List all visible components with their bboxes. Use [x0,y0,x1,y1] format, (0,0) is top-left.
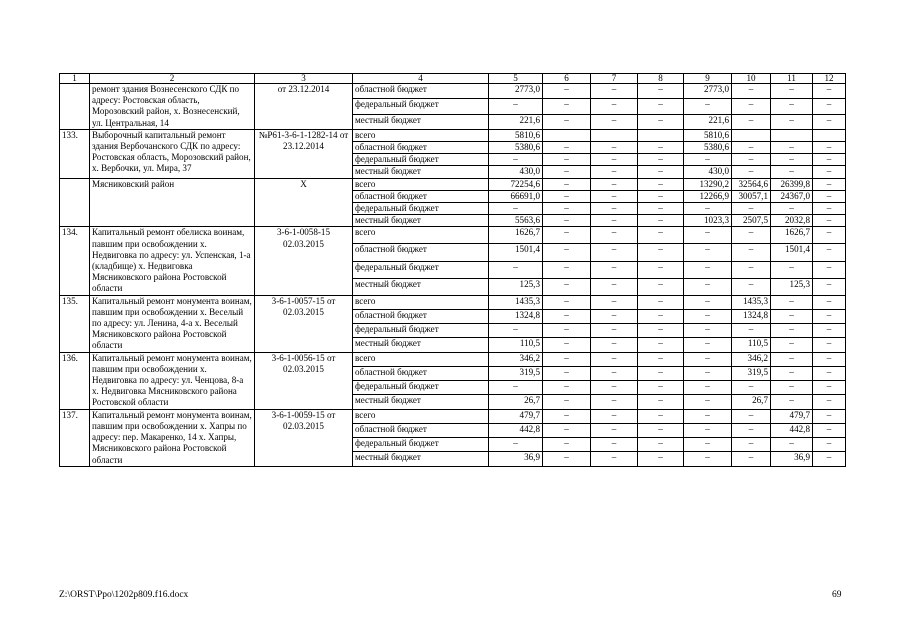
amount-cell: – [638,395,684,409]
amount-cell: – [684,99,732,114]
amount-cell: – [684,227,732,244]
amount-cell: – [489,99,543,114]
budget-source: местный бюджет [353,338,489,352]
amount-cell: – [591,215,638,227]
amount-cell: – [591,452,638,466]
amount-cell: – [684,278,732,295]
row-number [60,84,90,130]
column-number-header: 9 [684,74,732,84]
amount-cell: 1501,4 [489,244,543,261]
amount-cell: – [638,154,684,166]
amount-cell: – [771,154,813,166]
amount-cell: – [638,114,684,129]
amount-cell: – [813,114,846,129]
amount-cell: 479,7 [771,409,813,423]
amount-cell: 2773,0 [489,84,543,99]
table-header-row [60,74,846,84]
amount-cell: – [543,409,591,423]
budget-table [59,73,846,467]
amount-cell: – [771,203,813,215]
amount-cell: – [732,244,771,261]
amount-cell: – [771,352,813,366]
amount-cell: – [771,309,813,323]
amount-cell: – [591,244,638,261]
amount-cell: – [684,203,732,215]
amount-cell: 5380,6 [684,142,732,154]
amount-cell: – [591,409,638,423]
amount-cell: – [543,227,591,244]
amount-cell: – [638,438,684,452]
document-reference: Х [255,178,353,227]
amount-cell: – [638,295,684,309]
amount-cell: – [543,309,591,323]
amount-cell: – [771,99,813,114]
table-row [60,178,846,190]
amount-cell: – [813,84,846,99]
budget-source: федеральный бюджет [353,261,489,278]
budget-source: местный бюджет [353,395,489,409]
amount-cell: – [684,338,732,352]
amount-cell: – [813,324,846,338]
amount-cell: – [813,452,846,466]
budget-source: местный бюджет [353,215,489,227]
amount-cell: – [638,190,684,202]
amount-cell: – [813,395,846,409]
amount-cell: – [732,278,771,295]
amount-cell: – [543,166,591,178]
amount-cell [543,129,591,141]
amount-cell: – [543,261,591,278]
amount-cell: – [732,203,771,215]
object-name: Выборочный капитальный ремонт здания Вербочанского СДК по адресу: Ростовская область, Морозовский район, х. Вербочки, ул. Мира, 37 [90,129,255,178]
table-row [60,84,846,99]
amount-cell: – [732,99,771,114]
amount-cell: – [591,203,638,215]
amount-cell: – [543,278,591,295]
amount-cell: – [684,381,732,395]
amount-cell: – [591,278,638,295]
amount-cell: – [684,154,732,166]
row-number: 137. [60,409,90,466]
amount-cell: – [813,203,846,215]
budget-source: всего [353,178,489,190]
amount-cell: – [591,178,638,190]
amount-cell: – [684,295,732,309]
amount-cell: – [591,114,638,129]
amount-cell: – [771,295,813,309]
amount-cell: – [543,452,591,466]
amount-cell: – [684,409,732,423]
amount-cell: 5810,6 [489,129,543,141]
amount-cell: – [638,278,684,295]
amount-cell: – [813,409,846,423]
budget-source: всего [353,295,489,309]
amount-cell: – [489,203,543,215]
amount-cell: – [771,84,813,99]
budget-source: всего [353,352,489,366]
amount-cell: 1023,3 [684,215,732,227]
amount-cell: – [684,423,732,437]
footer-file-path: Z:\ORST\Ppo\1202p809.f16.docx [59,590,189,600]
amount-cell: – [591,84,638,99]
amount-cell: 1501,4 [771,244,813,261]
table-row [60,227,846,244]
amount-cell: – [591,227,638,244]
amount-cell: – [638,215,684,227]
amount-cell: 32564,6 [732,178,771,190]
row-number [60,178,90,227]
amount-cell: – [813,154,846,166]
amount-cell: – [543,438,591,452]
object-name: ремонт здания Вознесенского СДК по адресу: Ростовская область, Морозовский район, х. Вознесенский, ул. Центральная, 14 [90,84,255,130]
amount-cell: – [813,295,846,309]
document-reference: от 23.12.2014 [255,84,353,130]
page-number: 69 [832,590,842,600]
amount-cell: – [684,324,732,338]
amount-cell: – [591,166,638,178]
table-row [60,295,846,309]
amount-cell: – [771,395,813,409]
amount-cell: – [543,114,591,129]
budget-source: областной бюджет [353,244,489,261]
amount-cell: 1324,8 [732,309,771,323]
amount-cell: – [591,352,638,366]
column-number-header: 1 [60,74,90,84]
budget-source: местный бюджет [353,114,489,129]
amount-cell: – [638,352,684,366]
amount-cell: 36,9 [771,452,813,466]
amount-cell: 26,7 [489,395,543,409]
amount-cell: 110,5 [732,338,771,352]
amount-cell: – [638,178,684,190]
amount-cell: 5380,6 [489,142,543,154]
amount-cell: – [813,309,846,323]
budget-source: областной бюджет [353,366,489,380]
amount-cell: – [591,99,638,114]
object-name: Капитальный ремонт монумента воинам, павшим при освобождении х. Веселый по адресу: ул. Ленина, 4-а х. Веселый Мясниковского района Ростовской области [90,295,255,352]
amount-cell: 5810,6 [684,129,732,141]
amount-cell: – [684,438,732,452]
amount-cell: – [732,438,771,452]
budget-source: всего [353,409,489,423]
amount-cell: – [771,324,813,338]
amount-cell: – [771,114,813,129]
amount-cell: – [543,84,591,99]
amount-cell: 72254,6 [489,178,543,190]
amount-cell: – [543,190,591,202]
column-number-header: 7 [591,74,638,84]
document-reference: 3-6-1-0059-15 от 02.03.2015 [255,409,353,466]
amount-cell: – [684,366,732,380]
amount-cell: – [591,324,638,338]
budget-source: областной бюджет [353,84,489,99]
amount-cell: – [591,309,638,323]
amount-cell: – [543,423,591,437]
amount-cell: – [543,244,591,261]
amount-cell: – [771,366,813,380]
amount-cell: 319,5 [489,366,543,380]
amount-cell: 1435,3 [489,295,543,309]
budget-source: областной бюджет [353,423,489,437]
amount-cell: – [813,142,846,154]
amount-cell: – [813,261,846,278]
amount-cell: 319,5 [732,366,771,380]
amount-cell: – [591,395,638,409]
amount-cell: – [771,142,813,154]
amount-cell: 1626,7 [771,227,813,244]
amount-cell: 479,7 [489,409,543,423]
amount-cell: 125,3 [771,278,813,295]
row-number: 134. [60,227,90,295]
amount-cell: – [489,438,543,452]
amount-cell: 110,5 [489,338,543,352]
budget-source: местный бюджет [353,452,489,466]
amount-cell: – [638,452,684,466]
amount-cell: – [591,366,638,380]
amount-cell: – [591,423,638,437]
amount-cell: 36,9 [489,452,543,466]
amount-cell: – [638,84,684,99]
amount-cell: 24367,0 [771,190,813,202]
column-number-header: 6 [543,74,591,84]
object-name: Капитальный ремонт обелиска воинам, павшим при освобождении х. Недвиговка по адресу: ул. Успенская, 1-а (кладбище) х. Недвиговка Мясниковского района Ростовской области [90,227,255,295]
amount-cell: – [638,142,684,154]
object-name: Капитальный ремонт монумента воинам, павшим при освобождении х. Недвиговка по адресу: ул. Ченцова, 8-а х. Недвиговка Мясниковского района Ростовской области [90,352,255,409]
amount-cell: – [684,309,732,323]
amount-cell: – [732,409,771,423]
amount-cell: – [732,166,771,178]
amount-cell: – [638,409,684,423]
column-number-header: 10 [732,74,771,84]
amount-cell: – [732,423,771,437]
amount-cell: – [543,395,591,409]
amount-cell [732,129,771,141]
amount-cell: – [543,154,591,166]
amount-cell: – [813,338,846,352]
amount-cell: – [638,227,684,244]
amount-cell: – [732,114,771,129]
budget-source: областной бюджет [353,190,489,202]
amount-cell [813,129,846,141]
column-number-header: 8 [638,74,684,84]
amount-cell: – [543,142,591,154]
amount-cell: 1324,8 [489,309,543,323]
column-number-header: 2 [90,74,255,84]
budget-source: федеральный бюджет [353,154,489,166]
amount-cell: – [813,178,846,190]
amount-cell: – [813,244,846,261]
budget-source: федеральный бюджет [353,203,489,215]
amount-cell: – [543,338,591,352]
document-reference: 3-6-1-0057-15 от 02.03.2015 [255,295,353,352]
amount-cell: – [489,154,543,166]
column-number-header: 4 [353,74,489,84]
amount-cell: – [813,215,846,227]
amount-cell: – [489,261,543,278]
amount-cell: – [638,203,684,215]
object-name: Мясниковский район [90,178,255,227]
amount-cell: 442,8 [771,423,813,437]
object-name: Капитальный ремонт монумента воинам, павшим при освобождении х. Хапры по адресу: пер. Макаренко, 14 х. Хапры, Мясниковского района Ростовской области [90,409,255,466]
amount-cell: – [732,142,771,154]
amount-cell: – [732,324,771,338]
amount-cell: – [771,338,813,352]
column-number-header: 5 [489,74,543,84]
amount-cell: – [813,99,846,114]
amount-cell: 1435,3 [732,295,771,309]
amount-cell: – [771,381,813,395]
amount-cell: 12266,9 [684,190,732,202]
amount-cell: – [813,366,846,380]
table-row [60,409,846,423]
amount-cell: – [684,395,732,409]
amount-cell: – [591,154,638,166]
amount-cell: – [684,452,732,466]
amount-cell: – [591,381,638,395]
amount-cell: – [638,166,684,178]
amount-cell: – [732,452,771,466]
amount-cell: – [543,324,591,338]
amount-cell: – [638,338,684,352]
amount-cell: – [684,352,732,366]
amount-cell: – [732,227,771,244]
budget-source: областной бюджет [353,142,489,154]
amount-cell: – [543,178,591,190]
amount-cell: – [771,261,813,278]
amount-cell: – [591,295,638,309]
amount-cell: 221,6 [684,114,732,129]
amount-cell: – [638,366,684,380]
column-number-header: 3 [255,74,353,84]
amount-cell: – [638,309,684,323]
amount-cell: – [591,190,638,202]
amount-cell: – [543,203,591,215]
amount-cell: – [732,84,771,99]
amount-cell: – [638,423,684,437]
amount-cell: – [543,99,591,114]
amount-cell: 2032,8 [771,215,813,227]
amount-cell: 2507,5 [732,215,771,227]
amount-cell: 346,2 [489,352,543,366]
amount-cell: – [591,338,638,352]
amount-cell: 221,6 [489,114,543,129]
amount-cell [771,129,813,141]
budget-source: местный бюджет [353,278,489,295]
amount-cell: – [591,438,638,452]
amount-cell: – [638,324,684,338]
amount-cell: – [813,227,846,244]
budget-source: областной бюджет [353,309,489,323]
amount-cell: – [813,166,846,178]
amount-cell: – [813,438,846,452]
table-row [60,129,846,141]
budget-source: всего [353,129,489,141]
amount-cell: 1626,7 [489,227,543,244]
amount-cell: – [771,166,813,178]
amount-cell: – [732,381,771,395]
budget-source: местный бюджет [353,166,489,178]
amount-cell: 26,7 [732,395,771,409]
column-number-header: 12 [813,74,846,84]
amount-cell: – [732,154,771,166]
amount-cell: 66691,0 [489,190,543,202]
amount-cell: – [732,261,771,278]
budget-source: федеральный бюджет [353,438,489,452]
amount-cell: – [638,381,684,395]
amount-cell: 430,0 [489,166,543,178]
amount-cell: 125,3 [489,278,543,295]
amount-cell: – [543,381,591,395]
amount-cell: – [543,215,591,227]
budget-source: федеральный бюджет [353,381,489,395]
amount-cell: – [638,261,684,278]
amount-cell: 346,2 [732,352,771,366]
amount-cell: – [543,295,591,309]
amount-cell: – [813,278,846,295]
column-number-header: 11 [771,74,813,84]
amount-cell: – [638,99,684,114]
amount-cell: – [638,244,684,261]
amount-cell: – [684,244,732,261]
budget-source: всего [353,227,489,244]
amount-cell: 30057,1 [732,190,771,202]
amount-cell: 430,0 [684,166,732,178]
amount-cell: 442,8 [489,423,543,437]
document-reference: 3-6-1-0058-15 02.03.2015 [255,227,353,295]
amount-cell [591,129,638,141]
budget-source: федеральный бюджет [353,324,489,338]
amount-cell: 26399,8 [771,178,813,190]
amount-cell: – [813,381,846,395]
amount-cell: – [813,190,846,202]
amount-cell: – [771,438,813,452]
amount-cell: – [813,352,846,366]
row-number: 133. [60,129,90,178]
amount-cell: 5563,6 [489,215,543,227]
amount-cell: – [489,381,543,395]
amount-cell: – [591,261,638,278]
amount-cell: – [543,352,591,366]
row-number: 136. [60,352,90,409]
row-number: 135. [60,295,90,352]
amount-cell: – [591,142,638,154]
document-reference: №Р61-3-6-1-1282-14 от 23.12.2014 [255,129,353,178]
amount-cell: 13290,2 [684,178,732,190]
amount-cell: – [684,261,732,278]
amount-cell: – [813,423,846,437]
amount-cell: – [543,366,591,380]
budget-source: федеральный бюджет [353,99,489,114]
document-reference: 3-6-1-0056-15 от 02.03.2015 [255,352,353,409]
amount-cell: 2773,0 [684,84,732,99]
table-row [60,352,846,366]
amount-cell [638,129,684,141]
amount-cell: – [489,324,543,338]
